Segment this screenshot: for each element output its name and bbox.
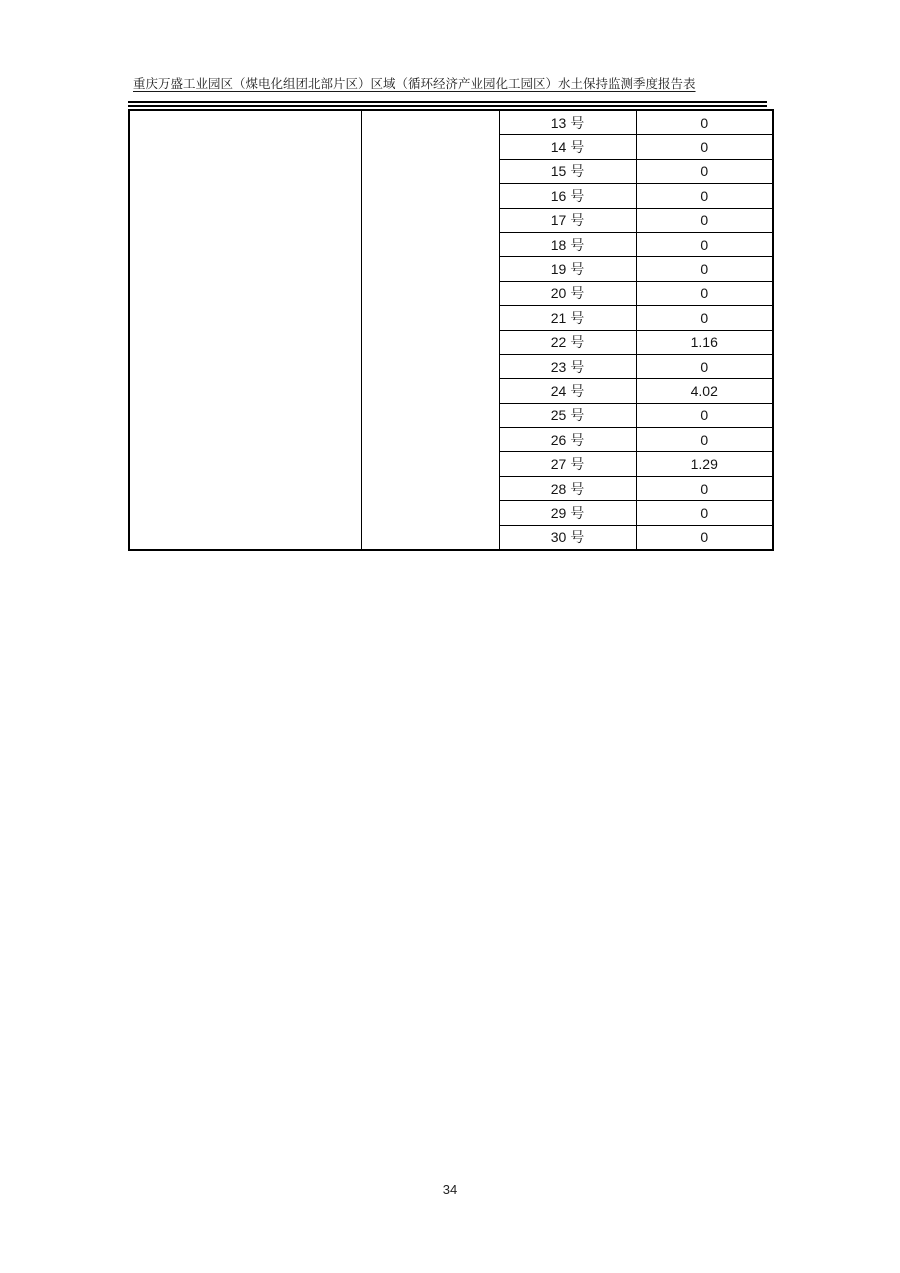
- value-cell: 1.29: [636, 452, 773, 476]
- value-cell: 0: [636, 525, 773, 550]
- value-cell: 0: [636, 281, 773, 305]
- day-label-cell: 18 号: [499, 232, 636, 256]
- day-label-cell: 28 号: [499, 476, 636, 500]
- day-label-cell: 27 号: [499, 452, 636, 476]
- value-cell: 0: [636, 476, 773, 500]
- monitoring-data-table: [128, 109, 774, 551]
- table-row: [129, 110, 773, 135]
- value-cell: 0: [636, 232, 773, 256]
- day-label-cell: 15 号: [499, 159, 636, 183]
- day-label-cell: 14 号: [499, 135, 636, 159]
- day-label-cell: 13 号: [499, 110, 636, 135]
- value-cell: 0: [636, 354, 773, 378]
- page-number: 34: [442, 1182, 458, 1197]
- day-label-cell: 20 号: [499, 281, 636, 305]
- value-cell: 0: [636, 110, 773, 135]
- empty-middle-cell: [361, 110, 499, 550]
- value-cell: 0: [636, 403, 773, 427]
- value-cell: 0: [636, 257, 773, 281]
- header-double-rule: [128, 101, 767, 107]
- day-label-cell: 24 号: [499, 379, 636, 403]
- day-label-cell: 21 号: [499, 306, 636, 330]
- value-cell: 1.16: [636, 330, 773, 354]
- value-cell: 0: [636, 208, 773, 232]
- day-label-cell: 30 号: [499, 525, 636, 550]
- day-label-cell: 22 号: [499, 330, 636, 354]
- value-cell: 0: [636, 428, 773, 452]
- day-label-cell: 25 号: [499, 403, 636, 427]
- day-label-cell: 26 号: [499, 428, 636, 452]
- day-label-cell: 16 号: [499, 184, 636, 208]
- empty-left-cell: [129, 110, 361, 550]
- day-label-cell: 19 号: [499, 257, 636, 281]
- value-cell: 0: [636, 159, 773, 183]
- day-label-cell: 29 号: [499, 501, 636, 525]
- page-header-title: 重庆万盛工业园区（煤电化组团北部片区）区域（循环经济产业园化工园区）水土保持监测季度报告表: [133, 77, 696, 91]
- value-cell: 4.02: [636, 379, 773, 403]
- day-label-cell: 23 号: [499, 354, 636, 378]
- value-cell: 0: [636, 184, 773, 208]
- value-cell: 0: [636, 306, 773, 330]
- day-label-cell: 17 号: [499, 208, 636, 232]
- value-cell: 0: [636, 501, 773, 525]
- value-cell: 0: [636, 135, 773, 159]
